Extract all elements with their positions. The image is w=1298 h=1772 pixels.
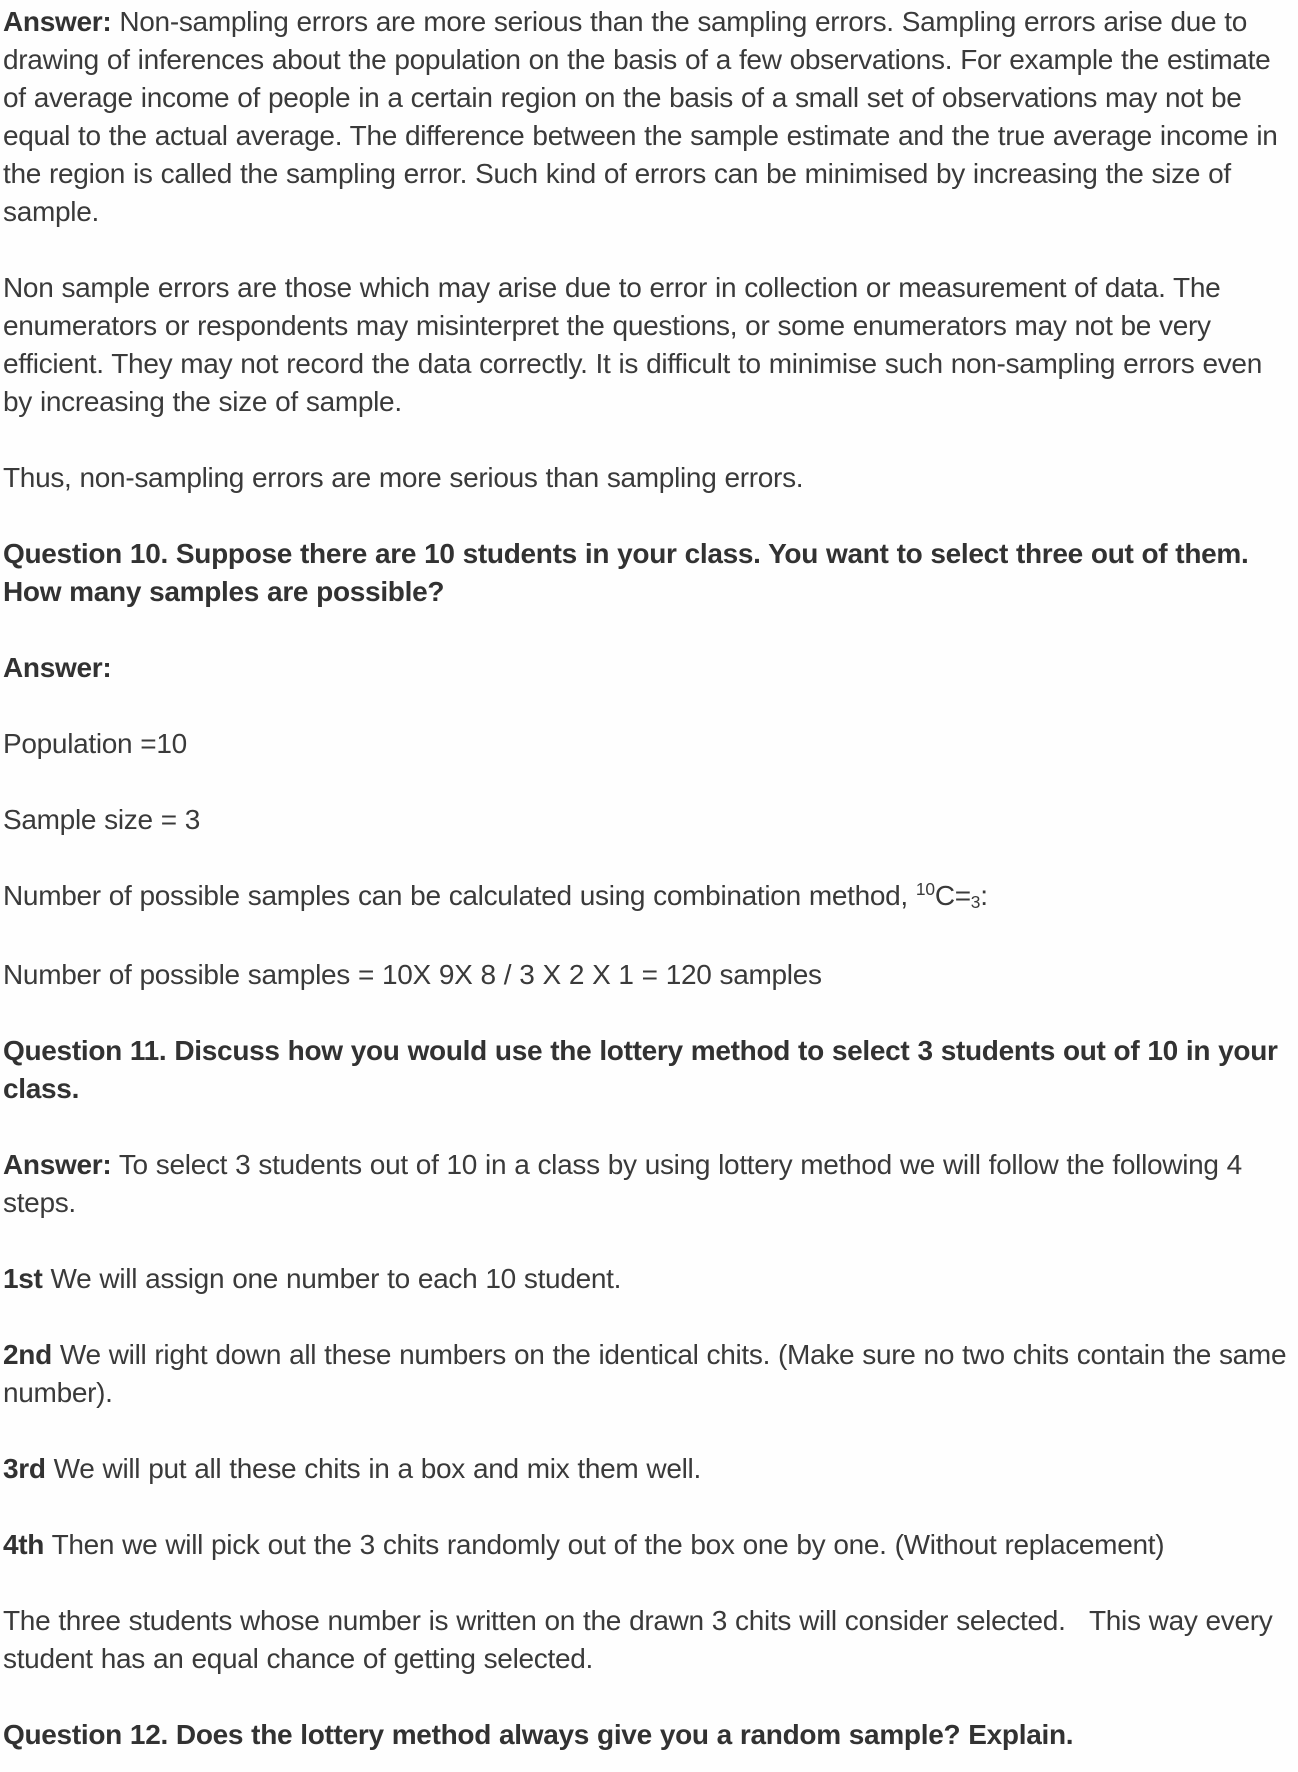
answer-label: Answer: (3, 652, 112, 683)
paragraph-text: Population =10 (3, 728, 187, 759)
answer-label: Answer: (3, 6, 112, 37)
answer-q11-paragraph (3, 1146, 1294, 1222)
conclusion-paragraph (3, 459, 1294, 497)
question-text: Question 10. Suppose there are 10 students in your class. You want to select three out of them. How many samples are possible? (3, 538, 1249, 607)
question-text: Question 11. Discuss how you would use the lottery method to select 3 students out of 10 in your class. (3, 1035, 1278, 1104)
step-4-paragraph (3, 1526, 1294, 1564)
paragraph-text: We will assign one number to each 10 student. (42, 1263, 622, 1294)
paragraph-text: We will right down all these numbers on the identical chits. (Make sure no two chits contain the same number). (3, 1339, 1287, 1408)
step-1-paragraph (3, 1260, 1294, 1298)
paragraph-text: The three students whose number is written on the drawn 3 chits will consider selected. This way every student has an equal chance of getting selected. (3, 1605, 1273, 1674)
question-12-heading (3, 1716, 1294, 1754)
paragraph-text: We will put all these chits in a box and mix them well. (45, 1453, 701, 1484)
paragraph-text: Thus, non-sampling errors are more serious than sampling errors. (3, 462, 804, 493)
step-label: 2nd (3, 1339, 52, 1370)
step-label: 3rd (3, 1453, 46, 1484)
paragraph-text: Non-sampling errors are more serious than the sampling errors. Sampling errors arise due to drawing of inferences about the population on the basis of a few observations. For example the estimate of average income of people in a certain region on the basis of a small set of observations may not be equal to the actual average. The difference between the sample estimate and the true average income in the region is called the sampling error. Such kind of errors can be minimised by increasing the size of sample. (3, 6, 1278, 227)
paragraph-text: Number of possible samples can be calculated using combination method, (3, 880, 916, 911)
step-2-paragraph (3, 1336, 1294, 1412)
combination-symbol: C= (934, 880, 971, 911)
paragraph-text: Sample size = 3 (3, 804, 200, 835)
selection-result-paragraph (3, 1602, 1294, 1678)
answer-q9-paragraph (3, 3, 1294, 231)
answer-label-q10-paragraph (3, 649, 1294, 687)
population-line (3, 725, 1294, 763)
sample-size-line (3, 801, 1294, 839)
combination-superscript: 10 (915, 879, 935, 900)
samples-calculation-line (3, 956, 1294, 994)
step-3-paragraph (3, 1450, 1294, 1488)
paragraph-text: : (980, 880, 988, 911)
paragraph-text: Non sample errors are those which may arise due to error in collection or measurement of data. The enumerators or respondents may misinterpret the questions, or some enumerators may not be very efficient. They may not record the data correctly. It is difficult to minimise such non-sampling errors even by increasing the size of sample. (3, 272, 1262, 417)
step-label: 1st (3, 1263, 43, 1294)
paragraph-text: Then we will pick out the 3 chits randomly out of the box one by one. (Without replacement) (44, 1529, 1165, 1560)
combination-subscript: 3 (970, 892, 981, 913)
paragraph-text: Number of possible samples = 10X 9X 8 / 3 X 2 X 1 = 120 samples (3, 959, 822, 990)
question-10-heading (3, 535, 1294, 611)
non-sample-errors-paragraph (3, 269, 1294, 421)
combination-method-line (3, 877, 1294, 918)
step-label: 4th (3, 1529, 45, 1560)
question-11-heading (3, 1032, 1294, 1108)
paragraph-text: To select 3 students out of 10 in a class by using lottery method we will follow the following 4 steps. (3, 1149, 1242, 1218)
question-text: Question 12. Does the lottery method always give you a random sample? Explain. (3, 1719, 1074, 1750)
answer-label: Answer: (3, 1149, 112, 1180)
